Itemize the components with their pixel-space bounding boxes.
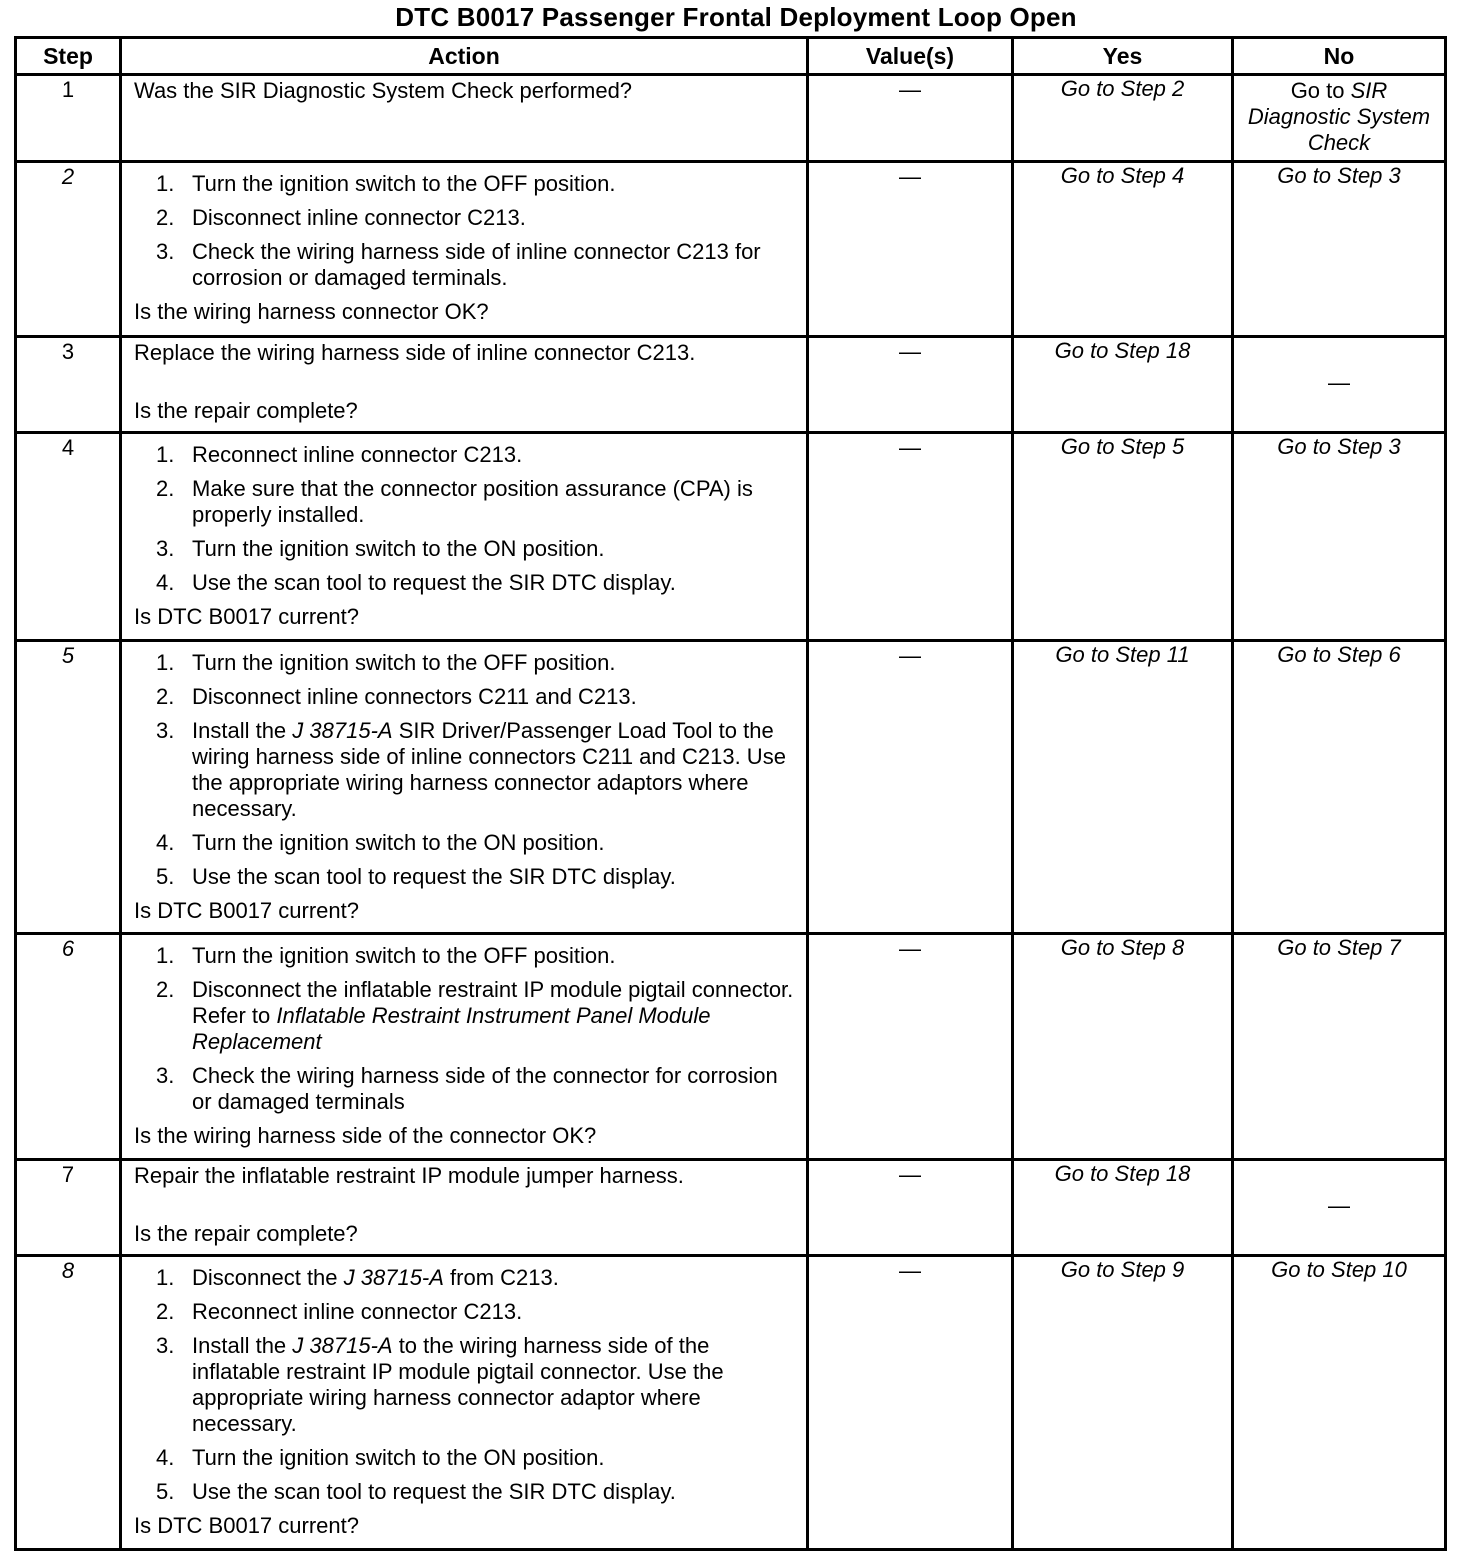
value-cell: —	[808, 433, 1013, 641]
table-row	[16, 1160, 1446, 1256]
list-item: 3. Install the J 38715-A SIR Driver/Passenger Load Tool to the wiring harness side of inline connectors C211 and C213. Use the appropriate wiring harness connector adaptors where necessary.	[156, 718, 786, 821]
yes-cell: Go to Step 4	[1013, 162, 1233, 337]
no-cell: —	[1233, 337, 1446, 433]
value-cell: —	[808, 162, 1013, 337]
tool-reference: J 38715-A	[343, 1265, 444, 1290]
list-item: 3. Install the J 38715-A to the wiring harness side of the inflatable restraint IP module pigtail connector. Use the appropriate wiring harness connector adaptor where necessary.	[156, 1333, 724, 1436]
list-item: 3. Check the wiring harness side of inline connector C213 for corrosion or damaged terminals.	[156, 239, 761, 290]
no-cell	[1233, 75, 1446, 162]
tool-reference: J 38715-A	[292, 1333, 393, 1358]
list-item: 1. Turn the ignition switch to the OFF position.	[156, 650, 616, 675]
action-cell	[121, 1256, 808, 1550]
yes-cell: Go to Step 8	[1013, 934, 1233, 1160]
action-cell	[121, 75, 808, 162]
action-question: Is the repair complete?	[134, 398, 358, 423]
header-no: No	[1233, 38, 1446, 75]
step-number: 2	[16, 162, 121, 337]
procedure-reference: Inflatable Restraint Instrument Panel Module Replacement	[192, 1003, 711, 1054]
action-list	[134, 442, 800, 596]
list-item: 1. Reconnect inline connector C213.	[156, 442, 523, 467]
no-link: SIR Diagnostic System Check	[1247, 78, 1431, 155]
list-item: 4. Turn the ignition switch to the ON position.	[156, 1445, 605, 1470]
step-number: 6	[16, 934, 121, 1160]
step-number: 3	[16, 337, 121, 433]
yes-cell: Go to Step 18	[1013, 1160, 1233, 1256]
list-item: 1. Disconnect the J 38715-A from C213.	[156, 1265, 559, 1290]
header-step: Step	[16, 38, 121, 75]
step-number: 4	[16, 433, 121, 641]
list-item: 2. Reconnect inline connector C213.	[156, 1299, 523, 1324]
action-question: Is DTC B0017 current?	[134, 1513, 359, 1538]
action-question: Is the wiring harness connector OK?	[134, 299, 489, 324]
list-item: 4. Use the scan tool to request the SIR DTC display.	[156, 570, 676, 595]
table-row	[16, 162, 1446, 337]
no-cell: Go to Step 3	[1233, 162, 1446, 337]
step-number: 8	[16, 1256, 121, 1550]
action-text: Replace the wiring harness side of inline connector C213.	[134, 340, 696, 365]
action-question: Is the repair complete?	[134, 1221, 358, 1246]
list-item: 5. Use the scan tool to request the SIR DTC display.	[156, 864, 676, 889]
action-question: Is DTC B0017 current?	[134, 898, 359, 923]
no-cell: Go to Step 6	[1233, 641, 1446, 934]
yes-cell: Go to Step 9	[1013, 1256, 1233, 1550]
list-item: 2. Disconnect the inflatable restraint IP module pigtail connector. Refer to Inflatable Restraint Instrument Panel Module Replacement	[156, 977, 794, 1054]
table-header-row	[16, 38, 1446, 75]
yes-cell: Go to Step 5	[1013, 433, 1233, 641]
no-cell: Go to Step 7	[1233, 934, 1446, 1160]
table-row	[16, 1256, 1446, 1550]
action-list	[134, 943, 800, 1115]
list-item: 2. Make sure that the connector position assurance (CPA) is properly installed.	[156, 476, 753, 527]
action-list	[134, 1265, 800, 1505]
action-cell	[121, 433, 808, 641]
action-list	[134, 171, 800, 291]
header-values: Value(s)	[808, 38, 1013, 75]
value-cell: —	[808, 1256, 1013, 1550]
value-cell: —	[808, 934, 1013, 1160]
action-cell	[121, 337, 808, 433]
table-row	[16, 337, 1446, 433]
yes-cell: Go to Step 2	[1013, 75, 1233, 162]
action-cell	[121, 162, 808, 337]
list-item: 1. Turn the ignition switch to the OFF position.	[156, 943, 616, 968]
no-cell: —	[1233, 1160, 1446, 1256]
step-number: 5	[16, 641, 121, 934]
list-item: 1. Turn the ignition switch to the OFF position.	[156, 171, 616, 196]
yes-cell: Go to Step 11	[1013, 641, 1233, 934]
yes-cell: Go to Step 18	[1013, 337, 1233, 433]
list-item: 3. Turn the ignition switch to the ON position.	[156, 536, 605, 561]
page-title: DTC B0017 Passenger Frontal Deployment Loop Open	[395, 2, 1077, 32]
table-row	[16, 75, 1446, 162]
diagnostic-table	[14, 36, 1447, 1551]
header-yes: Yes	[1013, 38, 1233, 75]
header-action: Action	[121, 38, 808, 75]
value-cell: —	[808, 75, 1013, 162]
table-row	[16, 934, 1446, 1160]
value-cell: —	[808, 337, 1013, 433]
list-item: 2. Disconnect inline connectors C211 and C213.	[156, 684, 637, 709]
action-question: Is DTC B0017 current?	[134, 604, 359, 629]
table-row	[16, 433, 1446, 641]
list-item: 3. Check the wiring harness side of the connector for corrosion or damaged terminals	[156, 1063, 778, 1114]
action-text: Was the SIR Diagnostic System Check performed?	[134, 78, 633, 103]
no-prefix: Go to	[1290, 78, 1351, 103]
step-number: 7	[16, 1160, 121, 1256]
action-text: Repair the inflatable restraint IP module jumper harness.	[134, 1163, 684, 1188]
list-item: 5. Use the scan tool to request the SIR DTC display.	[156, 1479, 676, 1504]
no-cell: Go to Step 10	[1233, 1256, 1446, 1550]
action-list	[134, 650, 800, 890]
list-item: 2. Disconnect inline connector C213.	[156, 205, 526, 230]
no-cell: Go to Step 3	[1233, 433, 1446, 641]
action-cell	[121, 1160, 808, 1256]
value-cell: —	[808, 1160, 1013, 1256]
value-cell: —	[808, 641, 1013, 934]
step-number: 1	[16, 75, 121, 162]
action-cell	[121, 934, 808, 1160]
tool-reference: J 38715-A	[292, 718, 393, 743]
action-cell	[121, 641, 808, 934]
action-question: Is the wiring harness side of the connector OK?	[134, 1123, 597, 1148]
list-item: 4. Turn the ignition switch to the ON position.	[156, 830, 605, 855]
table-row	[16, 641, 1446, 934]
